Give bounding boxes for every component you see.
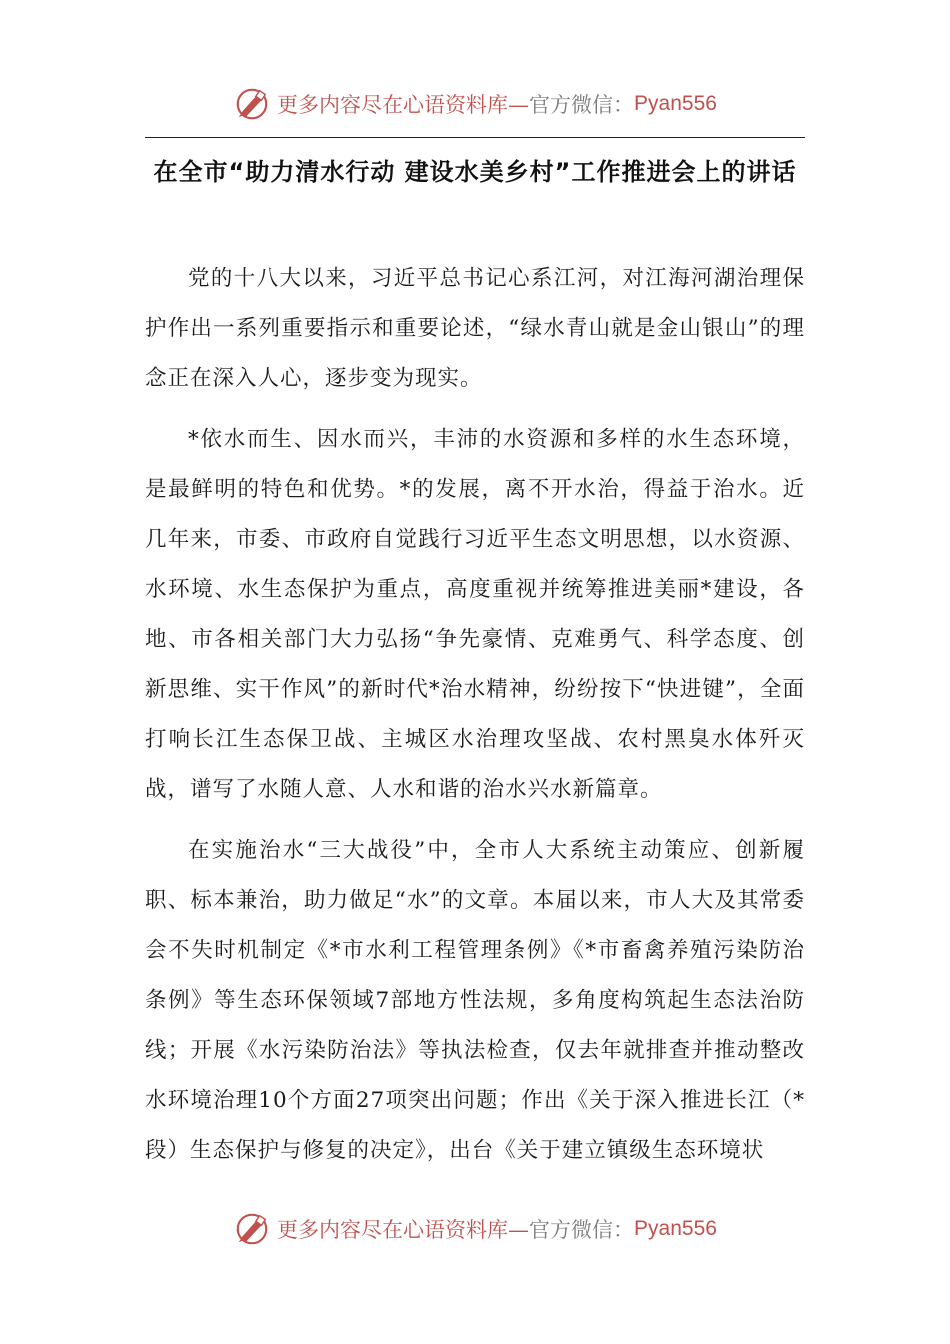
footer-banner: [0, 1207, 950, 1251]
pen-nib-logo-icon: [233, 85, 271, 123]
banner-wechat-id: Pyan556: [634, 92, 717, 115]
header-banner: [0, 82, 950, 126]
document-title: 在全市“助力清水行动 建设水美乡村”工作推进会上的讲话: [153, 158, 797, 186]
header-divider: [145, 137, 805, 138]
paragraph: *依水而生、因水而兴，丰沛的水资源和多样的水生态环境，是最鲜明的特色和优势。*的发展，离不开水治，得益于治水。近几年来，市委、市政府自觉践行习近平生态文明思想，以水资源、水环境、水生态保护为重点，高度重视并统筹推进美丽*建设，各地、市各相关部门大力弘扬“争先豪情、克难勇气、科学态度、创新思维、实干作风”的新时代*治水精神，纷纷按下“快进键”，全面打响长江生态保卫战、主城区水治理攻坚战、农村黑臭水体歼灭战，谱写了水随人意、人水和谐的治水兴水新篇章。: [145, 427, 805, 802]
banner-wechat-label: 官方微信：: [529, 1218, 635, 1242]
banner-wechat-id: Pyan556: [634, 1217, 717, 1240]
pen-nib-logo-icon: [233, 1210, 271, 1248]
banner-wechat-label: 官方微信：: [529, 93, 635, 117]
paragraph: 在实施治水“三大战役”中，全市人大系统主动策应、创新履职、标本兼治，助力做足“水”的文章。本届以来，市人大及其常委会不失时机制定《*市水利工程管理条例》《*市畜禽养殖污染防治条例》等生态环保领域7部地方性法规，多角度构筑起生态法治防线；开展《水污染防治法》等执法检查，仅去年就排查并推动整改水环境治理10个方面27项突出问题；作出《关于深入推进长江（*段）生态保护与修复的决定》，出台《关于建立镇级生态环境状: [145, 838, 805, 1163]
banner-text: 更多内容尽在心语资料库—: [277, 1218, 530, 1242]
document-body: [145, 254, 805, 1187]
banner-text: 更多内容尽在心语资料库—: [277, 93, 530, 117]
paragraph: 党的十八大以来，习近平总书记心系江河，对江海河湖治理保护作出一系列重要指示和重要论述，“绿水青山就是金山银山”的理念正在深入人心，逐步变为现实。: [145, 266, 805, 391]
